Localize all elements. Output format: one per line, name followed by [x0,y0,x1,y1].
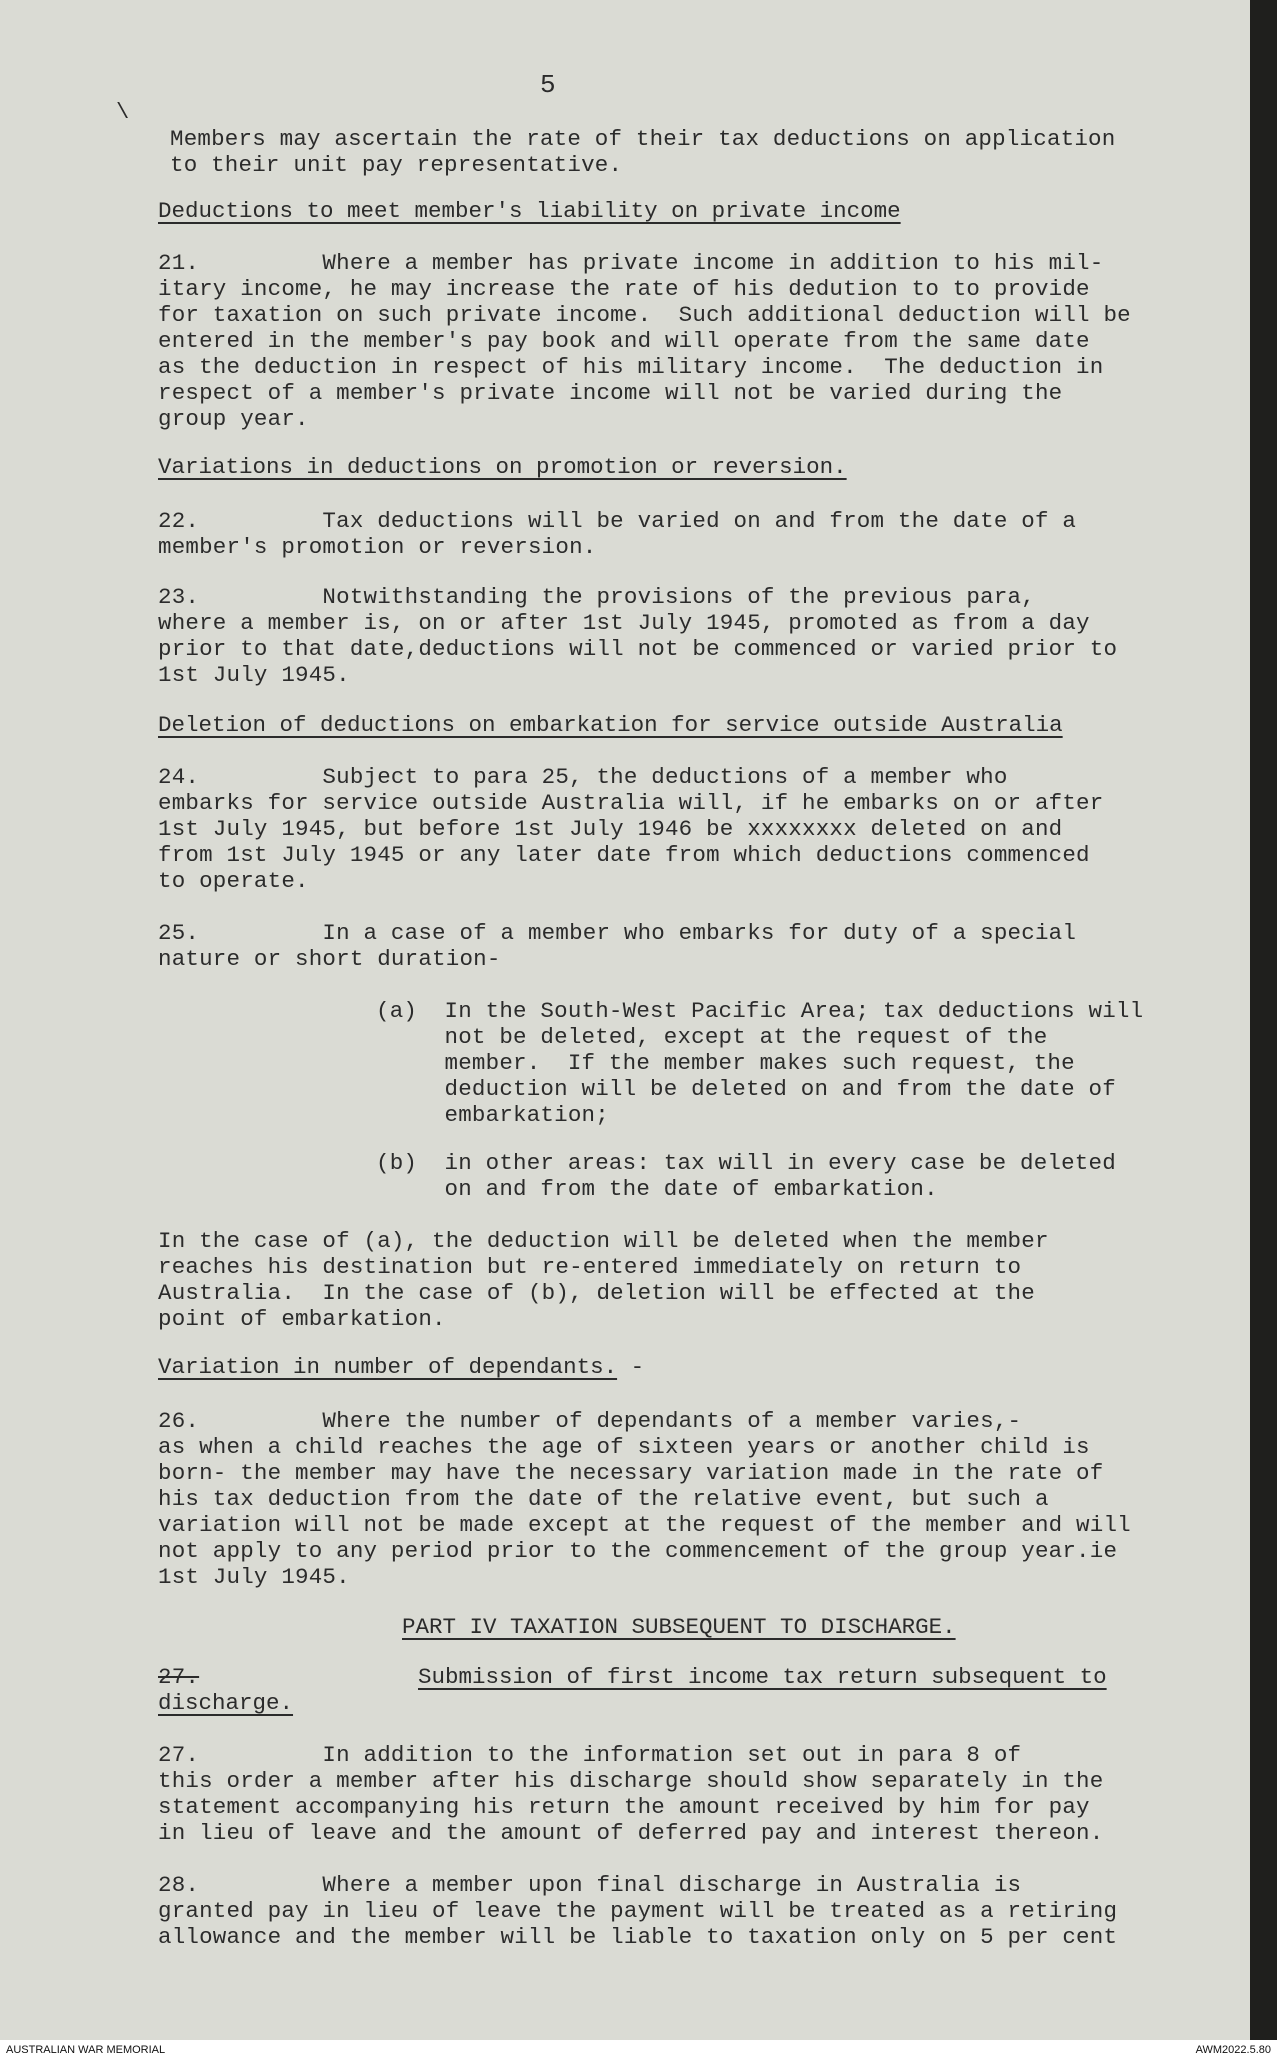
heading-first-return-line2: discharge. [158,1690,294,1716]
paragraph-28: 28. Where a member upon final discharge in Australia is granted pay in lieu of leave the payment will be treated as a retiring allowance and the member will be liable to taxation only on 5 per cent [158,1872,1118,1950]
footer-bar [0,2040,1277,2061]
page-number: 5 [540,70,556,100]
struck-number: 27. [158,1664,200,1690]
heading-dependants-line [158,1354,644,1380]
heading-promotion: Variations in deductions on promotion or reversion. [158,454,847,480]
paragraph-26: 26. Where the number of dependants of a member varies,- as when a child reaches the age of sixteen years or another child is born- the member may have the necessary variation made in the rate of his tax deduction from the date of the relative event, but such a variation will not be made except at the request of the member and will not apply to any period prior to the commencement of the group year.ie 1st July 1945. [158,1408,1131,1590]
paragraph-24: 24. Subject to para 25, the deductions of a member who embarks for service outside Australia will, if he embarks on or after 1st July 1945, but before 1st July 1946 be xxxxxxxx deleted on and from 1st July 1945 or any later date from which deductions commenced to operate. [158,764,1104,894]
footer-left-text: AUSTRALIAN WAR MEMORIAL [6,2044,166,2056]
paragraph-25b: (b) in other areas: tax will in every case be deleted on and from the date of embarkation. [376,1150,1116,1202]
scan-edge [1250,0,1277,2040]
paragraph-27: 27. In addition to the information set out in para 8 of this order a member after his discharge should show separately in the statement accompanying his return the amount received by him for pay in lieu of leave and the amount of deferred pay and interest thereon. [158,1742,1104,1846]
margin-mark: \ [116,100,130,125]
footer-right-text: AWM2022.5.80 [1195,2044,1271,2056]
part-iv-heading: PART IV TAXATION SUBSEQUENT TO DISCHARGE. [402,1614,956,1640]
paragraph-25a: (a) In the South-West Pacific Area; tax deductions will not be deleted, except at the request of the member. If the member makes such request, the deduction will be deleted on and from the date of embarkation; [376,998,1144,1128]
paragraph-23: 23. Notwithstanding the provisions of the previous para, where a member is, on or after 1st July 1945, promoted as from a day prior to that date,deductions will not be commenced or varied prior to 1st July 1945. [158,584,1118,688]
paragraph-25-tail: In the case of (a), the deduction will be deleted when the member reaches his destination but re-entered immediately on return to Australia. In the case of (b), deletion will be effected at the point of embarkation. [158,1228,1049,1332]
heading-private-income: Deductions to meet member's liability on private income [158,198,901,224]
heading-first-return: Submission of first income tax return subsequent to [418,1664,1107,1690]
paragraph-25: 25. In a case of a member who embarks for duty of a special nature or short duration- [158,920,1077,972]
paragraph-21: 21. Where a member has private income in addition to his mil- itary income, he may increase the rate of his dedution to to provide for taxation on such private income. Such additional deduction will be entered in the member's pay book and will operate from the same date as the deduction in respect of his military income. The deduction in respect of a member's private income will not be varied during the group year. [158,250,1131,432]
paragraph-22: 22. Tax deductions will be varied on and from the date of a member's promotion or reversion. [158,508,1077,560]
heading-dependants: Variation in number of dependants. [158,1354,618,1380]
intro-paragraph: Members may ascertain the rate of their tax deductions on application to their unit pay representative. [170,126,1116,178]
heading-dependants-suffix: - [617,1354,645,1380]
heading-embarkation: Deletion of deductions on embarkation for service outside Australia [158,712,1063,738]
